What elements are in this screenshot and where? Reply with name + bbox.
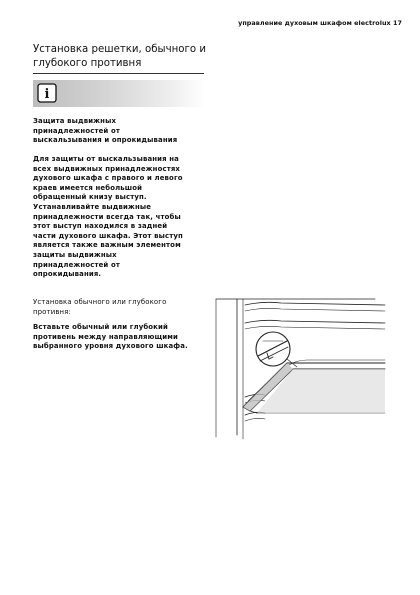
install-heading bbox=[33, 298, 209, 317]
text-line: выбранного уровня духового шкафа. bbox=[33, 342, 188, 351]
text-line: является также важным элементом bbox=[33, 241, 181, 250]
text-line: противня: bbox=[33, 307, 71, 316]
text-line: принадлежности всегда так, чтобы bbox=[33, 212, 181, 221]
info-banner bbox=[33, 80, 205, 107]
text-line: принадлежностей от bbox=[33, 126, 120, 135]
running-header: управление духовым шкафом electrolux 17 bbox=[238, 19, 402, 27]
text-line: принадлежностей от bbox=[33, 260, 120, 269]
text-line: защиты выдвижных bbox=[33, 250, 117, 259]
text-line: Защита выдвижных bbox=[33, 117, 117, 125]
section-title-line: Установка решетки, обычного и bbox=[33, 44, 206, 55]
text-line: выскальзывания и опрокидывания bbox=[33, 136, 178, 145]
text-line: духового шкафа с правого и левого bbox=[33, 174, 183, 183]
section-title-line: глубокого противня bbox=[33, 58, 142, 69]
info-icon-letter: i bbox=[44, 87, 50, 102]
text-line: части духового шкафа. Этот выступ bbox=[33, 231, 183, 240]
oven-tray-drawing bbox=[215, 293, 387, 443]
text-line: Для защиты от выскальзывания на bbox=[33, 155, 179, 163]
text-line: Устанавливайте выдвижные bbox=[33, 202, 152, 211]
text-line: этот выступ находился в задней bbox=[33, 222, 168, 231]
text-line: Вставьте обычный или глубокий bbox=[33, 323, 168, 331]
text-line: опрокидывания. bbox=[33, 270, 102, 279]
info-icon bbox=[37, 83, 57, 103]
section-title bbox=[33, 43, 213, 71]
text-line: противень между направляющими bbox=[33, 332, 178, 341]
text-line: всех выдвижных принадлежностях bbox=[33, 164, 181, 173]
warning-heading bbox=[33, 117, 209, 146]
warning-body bbox=[33, 155, 209, 280]
oven-tray-illustration bbox=[215, 293, 387, 443]
title-divider bbox=[33, 73, 204, 74]
text-line: краев имеется небольшой bbox=[33, 183, 143, 192]
install-body bbox=[33, 323, 209, 352]
text-line: обращенный книзу выступ. bbox=[33, 193, 147, 202]
text-line: Установка обычного или глубокого bbox=[33, 298, 167, 306]
